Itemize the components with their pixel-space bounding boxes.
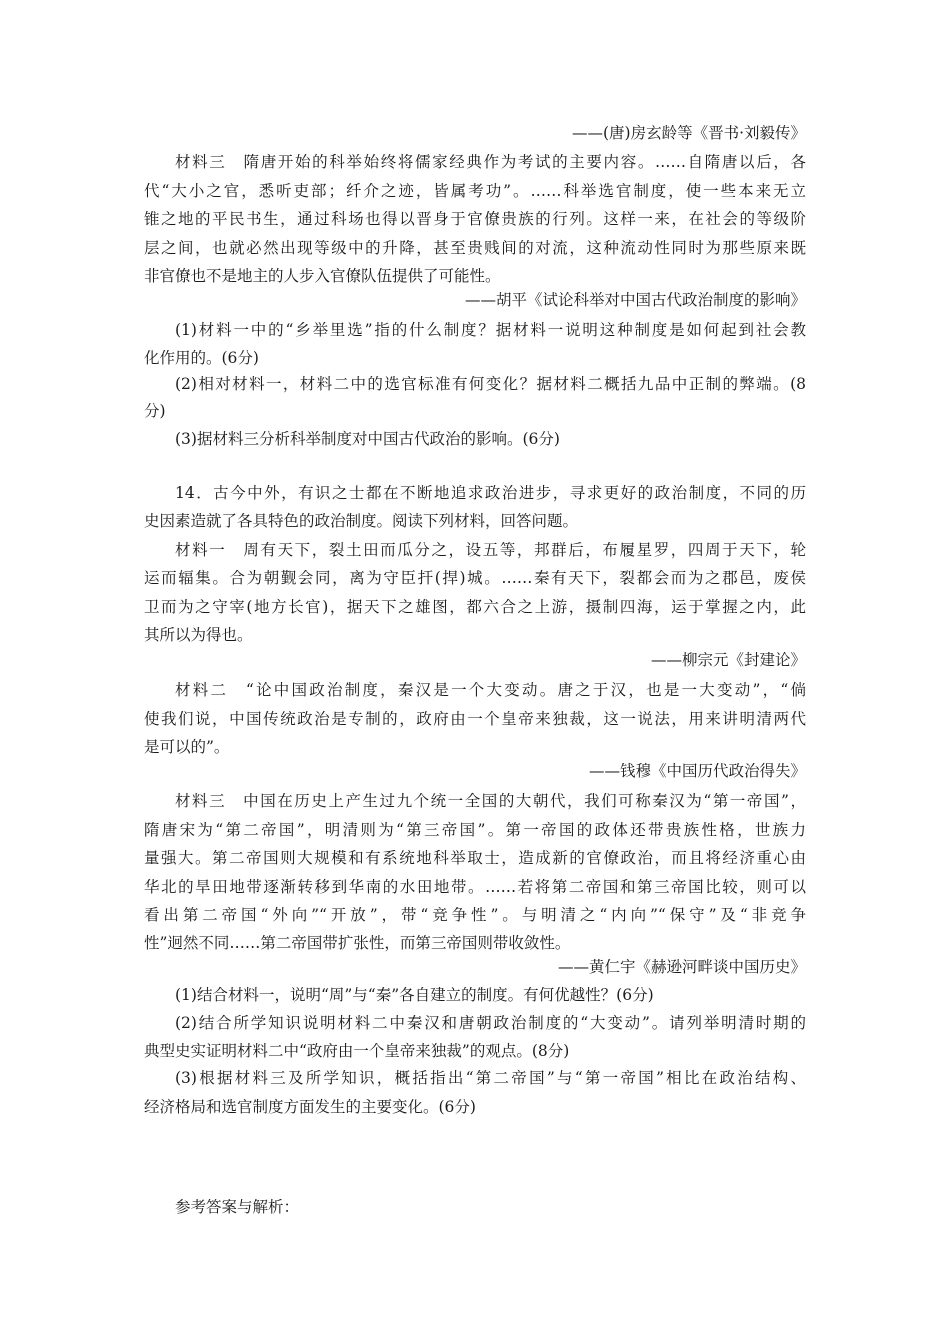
source-citation: ——钱穆《中国历代政治得失》 [588, 762, 806, 780]
source-citation: ——胡平《试论科举对中国古代政治制度的影响》 [464, 291, 806, 309]
text-line: 代“大小之官，悉听吏部；纤介之迹，皆属考功”。……科举选官制度，使一些本来无立 [144, 182, 806, 200]
text-line: 使我们说，中国传统政治是专制的，政府由一个皇帝来独裁，这一说法，用来讲明清两代 [144, 710, 806, 728]
text-line: 量强大。第二帝国则大规模和有系统地科举取士，造成新的官僚政治，而且将经济重心由 [144, 849, 806, 867]
text-line: 华北的旱田地带逐渐转移到华南的水田地带。……若将第二帝国和第三帝国比较，则可以 [144, 878, 806, 896]
text-line: 材料二 “论中国政治制度，秦汉是一个大变动。唐之于汉，也是一大变动”，“倘 [175, 681, 806, 699]
text-line: 卫而为之守宰(地方长官)，据天下之雄图，都六合之上游，摄制四海，运于掌握之内，此 [144, 598, 806, 616]
question-heading: 14．古今中外，有识之士都在不断地追求政治进步，寻求更好的政治制度，不同的历 [175, 484, 806, 502]
text-line: 材料三 中国在历史上产生过九个统一全国的大朝代，我们可称秦汉为“第一帝国”， [175, 792, 806, 810]
question-line: (3)根据材料三及所学知识，概括指出“第二帝国”与“第一帝国”相比在政治结构、 [175, 1069, 806, 1087]
question-line: (1)材料一中的“乡举里选”指的什么制度？据材料一说明这种制度是如何起到社会教 [175, 321, 806, 339]
text-line: 看出第二帝国“外向”“开放”，带“竞争性”。与明清之“内向”“保守”及“非竞争 [144, 906, 806, 924]
text-line: 锥之地的平民书生，通过科场也得以晋身于官僚贵族的行列。这样一来，在社会的等级阶 [144, 210, 806, 228]
text-line: 性”迥然不同……第二帝国带扩张性，而第三帝国则带收敛性。 [144, 934, 571, 952]
source-citation: ——柳宗元《封建论》 [650, 651, 806, 669]
text-line: 史因素造就了各具特色的政治制度。阅读下列材料，回答问题。 [144, 512, 579, 530]
source-citation: ——黄仁宇《赫逊河畔谈中国历史》 [557, 958, 806, 976]
question-line: 经济格局和选官制度方面发生的主要变化。(6分) [144, 1098, 476, 1116]
question-line: 化作用的。(6分) [144, 349, 259, 367]
text-line: 材料三 隋唐开始的科举始终将儒家经典作为考试的主要内容。……自隋唐以后，各 [175, 153, 806, 171]
text-line: 运而辐集。合为朝觐会同，离为守臣扞(捍)城。……秦有天下，裂都会而为之郡邑，废侯 [144, 569, 806, 587]
question-line: (2)相对材料一，材料二中的选官标准有何变化？据材料二概括九品中正制的弊端。(8 [175, 375, 806, 393]
question-line: (2)结合所学知识说明材料二中秦汉和唐朝政治制度的“大变动”。请列举明清时期的 [175, 1014, 806, 1032]
question-line: 典型史实证明材料二中“政府由一个皇帝来独裁”的观点。(8分) [144, 1042, 570, 1060]
text-line: 其所以为得也。 [144, 626, 253, 644]
answer-heading: 参考答案与解析： [175, 1198, 300, 1216]
question-line: (3)据材料三分析科举制度对中国古代政治的影响。(6分) [175, 430, 560, 448]
source-citation: ——(唐)房玄龄等《晋书·刘毅传》 [571, 124, 806, 142]
text-line: 是可以的”。 [144, 738, 230, 756]
question-line: (1)结合材料一，说明“周”与“秦”各自建立的制度。有何优越性？(6分) [175, 986, 654, 1004]
text-line: 隋唐宋为“第二帝国”，明清则为“第三帝国”。第一帝国的政体还带贵族性格，世族力 [144, 821, 806, 839]
text-line: 材料一 周有天下，裂土田而瓜分之，设五等，邦群后，布履星罗，四周于天下，轮 [175, 541, 806, 559]
question-line: 分) [144, 402, 166, 420]
text-line: 非官僚也不是地主的人步入官僚队伍提供了可能性。 [144, 267, 501, 285]
text-line: 层之间，也就必然出现等级中的升降，甚至贵贱间的对流，这种流动性同时为那些原来既 [144, 239, 806, 257]
